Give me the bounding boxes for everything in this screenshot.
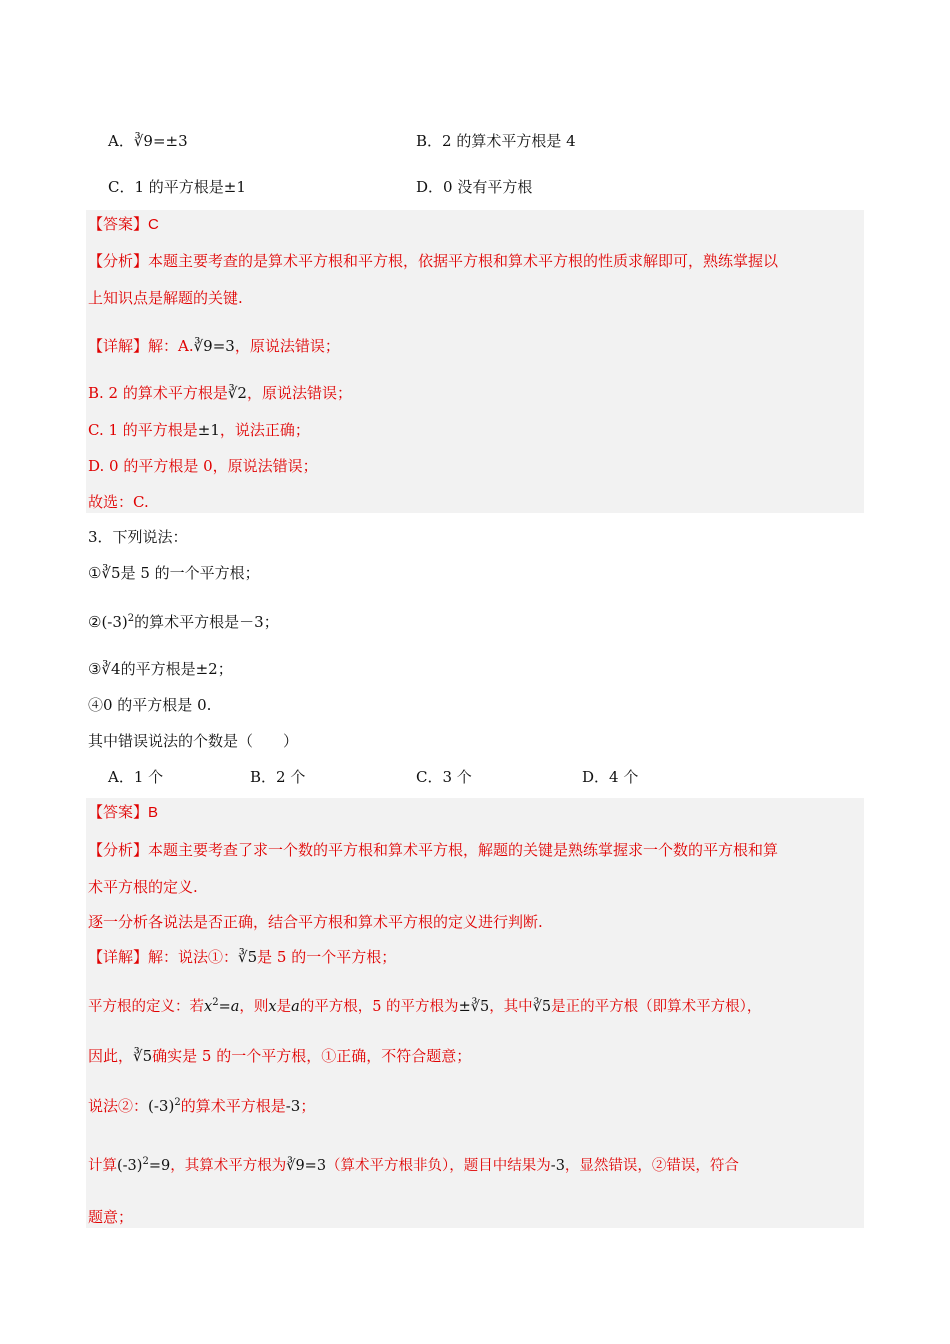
b-prefix: B. 2 的算术平方根是 — [88, 384, 228, 402]
detail-q3-definition — [88, 997, 761, 1017]
q3-option-c: C．3 个 — [416, 768, 472, 786]
def-x2: x — [268, 999, 277, 1015]
def-x: x — [204, 999, 213, 1015]
q2-option-a — [108, 131, 188, 151]
q2-option-b: B．2 的算术平方根是 4 — [416, 132, 576, 150]
q3-question: 其中错误说法的个数是（ ） — [88, 732, 299, 750]
q3-statement-4: ④0 的平方根是 0. — [88, 696, 212, 714]
def-exp: 2 — [212, 997, 219, 1008]
calc-val: -3 — [550, 1158, 565, 1174]
analysis-q3-line2: 术平方根的定义. — [88, 878, 198, 896]
q3-option-b: B．2 个 — [250, 768, 306, 786]
calc-math: (-3) — [117, 1158, 143, 1174]
choose-q2: 故选：C. — [88, 493, 149, 511]
b-math: ∛2 — [227, 384, 247, 402]
c-suffix: ，说法正确； — [219, 421, 310, 439]
calc-mid: ，其算术平方根为 — [170, 1158, 287, 1174]
answer-q2: 【答案】C — [88, 216, 159, 233]
q2-option-c — [108, 177, 246, 197]
detail-q3-conclusion — [88, 1046, 471, 1066]
s3-math: ∛4 — [101, 660, 121, 678]
b-suffix: ，原说法错误； — [246, 384, 352, 402]
option-c-math: ±1 — [223, 178, 246, 196]
q3-option-a: A．1 个 — [108, 768, 164, 786]
q3-stem: 3．下列说法： — [88, 528, 188, 546]
c-math: ±1 — [197, 421, 220, 439]
s3-math2: ±2 — [195, 660, 218, 678]
def-pm: ±∛5 — [458, 999, 490, 1015]
q3-statement-2 — [88, 612, 279, 632]
analysis-q3-line1: 【分析】本题主要考查了求一个数的平方根和算术平方根，解题的关键是熟练掌握求一个数的平方根和算 — [88, 841, 779, 859]
detail-q2-a — [88, 336, 340, 356]
so-prefix: 因此， — [88, 1047, 134, 1065]
def-a: a — [230, 999, 240, 1015]
detail-prefix: 【详解】解：A. — [88, 337, 194, 355]
q3-statement-3 — [88, 659, 233, 679]
s1-suffix: 是 5 的一个平方根； — [120, 564, 260, 582]
calc-rest: （算术平方根非负），题目中结果为 — [326, 1158, 551, 1174]
s3-suffix: ； — [217, 660, 233, 678]
detail-prefix: 【详解】解：说法①： — [88, 948, 239, 966]
s1-prefix: ① — [88, 564, 102, 582]
so-suffix: 确实是 5 的一个平方根，①正确，不符合题意； — [152, 1047, 472, 1065]
detail-suffix: 是 5 的一个平方根； — [257, 948, 397, 966]
def-eq: = — [218, 999, 231, 1015]
def-1: 平方根的定义：若 — [88, 999, 204, 1015]
calc-end: ，显然错误，②错误，符合 — [564, 1158, 739, 1174]
calc-exp: 2 — [142, 1156, 149, 1167]
option-c-label: C．1 的平方根是 — [108, 178, 224, 196]
s2-math: (-3) — [101, 613, 128, 631]
s2-exp: 2 — [127, 613, 135, 624]
def-a2: a — [291, 999, 300, 1015]
c-prefix: C. 1 的平方根是 — [88, 421, 198, 439]
analysis-q2-line1: 【分析】本题主要考查的是算术平方根和平方根，依据平方根和算术平方根的性质求解即可，熟练掌握以 — [88, 252, 779, 270]
def-5: ，其中 — [489, 999, 533, 1015]
s2-math: (-3) — [148, 1097, 175, 1115]
def-6: 是正的平方根（即算术平方根）， — [551, 999, 762, 1015]
analysis-q2-line2: 上知识点是解题的关键. — [88, 289, 243, 307]
s3-prefix: ③ — [88, 660, 102, 678]
detail-q3-1 — [88, 947, 396, 967]
option-a-label: A． — [108, 132, 134, 150]
calc-eq: =9 — [148, 1158, 171, 1174]
detail-q3-calc — [88, 1156, 739, 1176]
q3-option-d: D．4 个 — [582, 768, 639, 786]
answer-q3: 【答案】B — [88, 804, 159, 821]
s3-mid: 的平方根是 — [120, 660, 196, 678]
option-a-math: ∛9 — [133, 132, 153, 150]
calc-root: ∛9=3 — [286, 1158, 327, 1174]
detail-math: ∛5 — [238, 948, 258, 966]
s2-prefix: 说法②： — [88, 1097, 149, 1115]
s2-suffix: 的算术平方根是 — [180, 1097, 286, 1115]
s2-val: -3 — [285, 1097, 301, 1115]
def-4: 的平方根，5 的平方根为 — [299, 999, 459, 1015]
so-math: ∛5 — [133, 1047, 153, 1065]
s2-prefix: ② — [88, 613, 102, 631]
detail-math: ∛9=3 — [193, 337, 235, 355]
def-3: 是 — [276, 999, 292, 1015]
calc-prefix: 计算 — [88, 1158, 117, 1174]
detail-q2-c — [88, 420, 310, 440]
s2-exp: 2 — [174, 1097, 181, 1108]
q3-statement-1 — [88, 563, 260, 583]
s2-suffix: 的算术平方根是－3； — [134, 613, 279, 631]
detail-q2-d: D. 0 的平方根是 0，原说法错误； — [88, 457, 318, 475]
q2-option-d: D．0 没有平方根 — [416, 178, 533, 196]
analysis-q3-line3: 逐一分析各说法是否正确，结合平方根和算术平方根的定义进行判断. — [88, 913, 543, 931]
def-math: ∛5 — [532, 999, 552, 1015]
s1-math: ∛5 — [101, 564, 121, 582]
option-a-rest: =±3 — [152, 132, 188, 150]
detail-q3-2 — [88, 1096, 315, 1116]
def-2: ，则 — [239, 999, 269, 1015]
s2-end: ； — [300, 1097, 316, 1115]
detail-q3-calc-line2: 题意； — [88, 1208, 134, 1226]
detail-suffix: ，原说法错误； — [234, 337, 340, 355]
detail-q2-b — [88, 383, 352, 403]
